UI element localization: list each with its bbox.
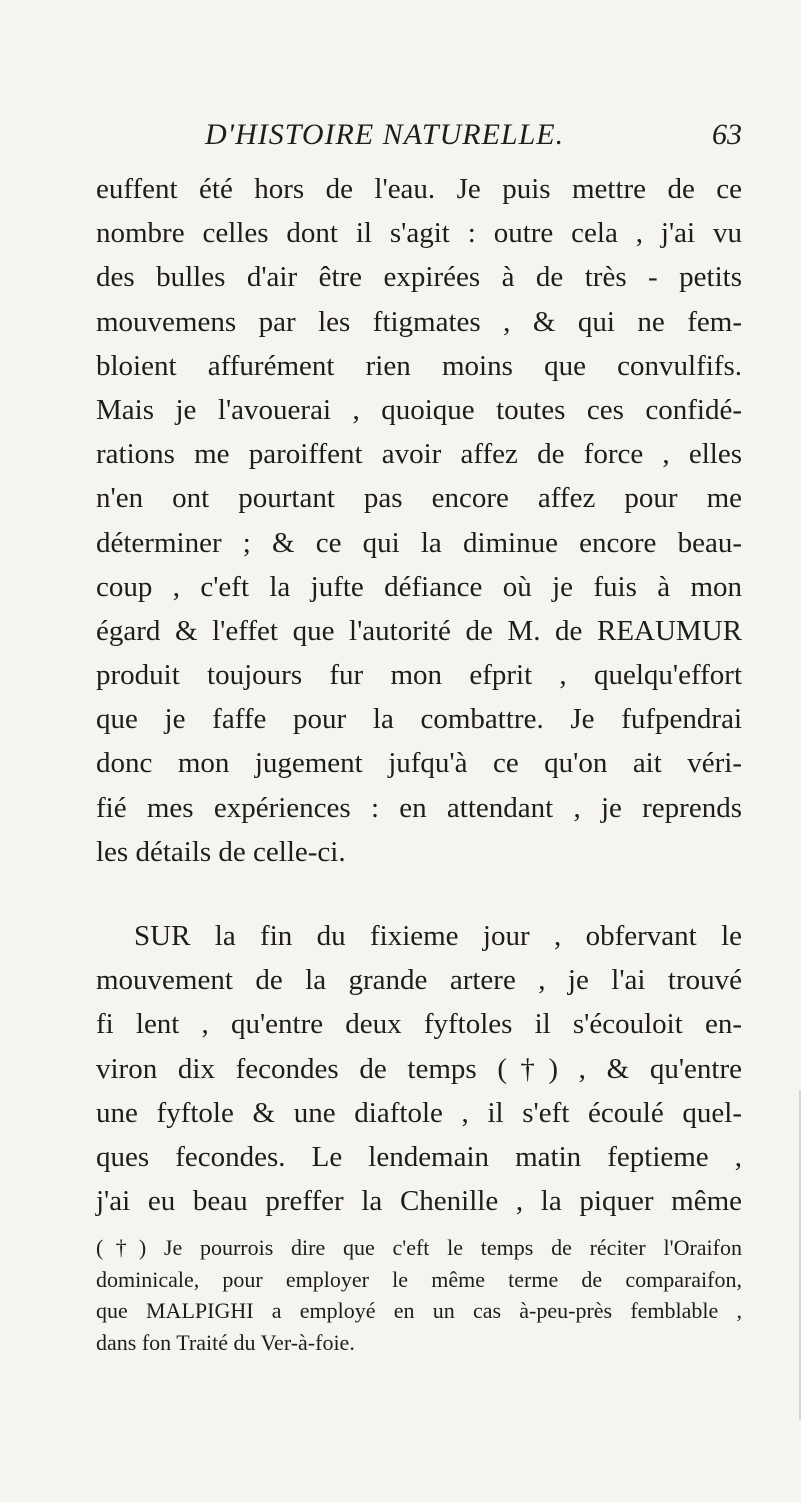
body-text [96, 167, 742, 1223]
text-line: fi lent , qu'entre deux fyftoles il s'écouloit en- [96, 1008, 742, 1041]
text-line: mouvemens par les ftigmates , & qui ne fem- [96, 305, 742, 338]
text-line: fié mes expériences : en attendant , je reprends [96, 791, 742, 824]
text-line: produit toujours fur mon efprit , quelqu'effort [96, 659, 742, 692]
footnote-line: que MALPIGHI a employé en un cas à-peu-près femblable , [96, 1298, 742, 1323]
text-line: mouvement de la grande artere , je l'ai trouvé [96, 964, 742, 997]
text-line: nombre celles dont il s'agit : outre cela , j'ai vu [96, 217, 742, 250]
footnote-line: dominicale, pour employer le même terme de comparaifon, [96, 1266, 742, 1292]
text-line: euffent été hors de l'eau. Je puis mettre de ce [96, 173, 742, 205]
footnote-line: dans fon Traité du Ver-à-foie. [96, 1329, 355, 1355]
text-line: déterminer ; & ce qui la diminue encore beau- [96, 526, 742, 559]
text-line: coup , c'eft la jufte défiance où je fuis à mon [96, 570, 742, 603]
text-line: n'en ont pourtant pas encore affez pour me [96, 482, 742, 515]
running-title: D'HISTOIRE NATURELLE. [205, 118, 565, 151]
text-line: Mais je l'avouerai , quoique toutes ces confidé- [96, 393, 742, 426]
text-line: que je faffe pour la combattre. Je fufpendrai [96, 703, 742, 736]
text-line: donc mon jugement jufqu'à ce qu'on ait véri- [96, 747, 742, 780]
footnote-line: (†) Je pourrois dire que c'eft le temps de réciter l'Oraifon [96, 1235, 742, 1260]
text-line: une fyftole & une diaftole , il s'eft écoulé quel- [96, 1096, 742, 1129]
text-line: les détails de celle-ci. [96, 835, 346, 868]
paragraph-1 [96, 167, 742, 874]
text-line: viron dix fecondes de temps (†) , & qu'entre [96, 1052, 742, 1085]
running-head [0, 118, 801, 158]
text-line: des bulles d'air être expirées à de très - petits [96, 261, 742, 294]
text-line: égard & l'effet que l'autorité de M. de REAUMUR [96, 614, 742, 647]
paragraph-2 [96, 914, 742, 1223]
text-line: bloient affurément rien moins que convulfifs. [96, 349, 742, 382]
paragraph-gap [96, 874, 742, 914]
page-number: 63 [712, 118, 742, 151]
text-line: SUR la fin du fixieme jour , obfervant le [134, 920, 742, 952]
text-line: ques fecondes. Le lendemain matin feptieme , [96, 1140, 742, 1173]
text-line: rations me paroiffent avoir affez de force , elles [96, 438, 742, 471]
footnote [96, 1232, 742, 1358]
text-line: j'ai eu beau preffer la Chenille , la piquer même [96, 1185, 742, 1218]
